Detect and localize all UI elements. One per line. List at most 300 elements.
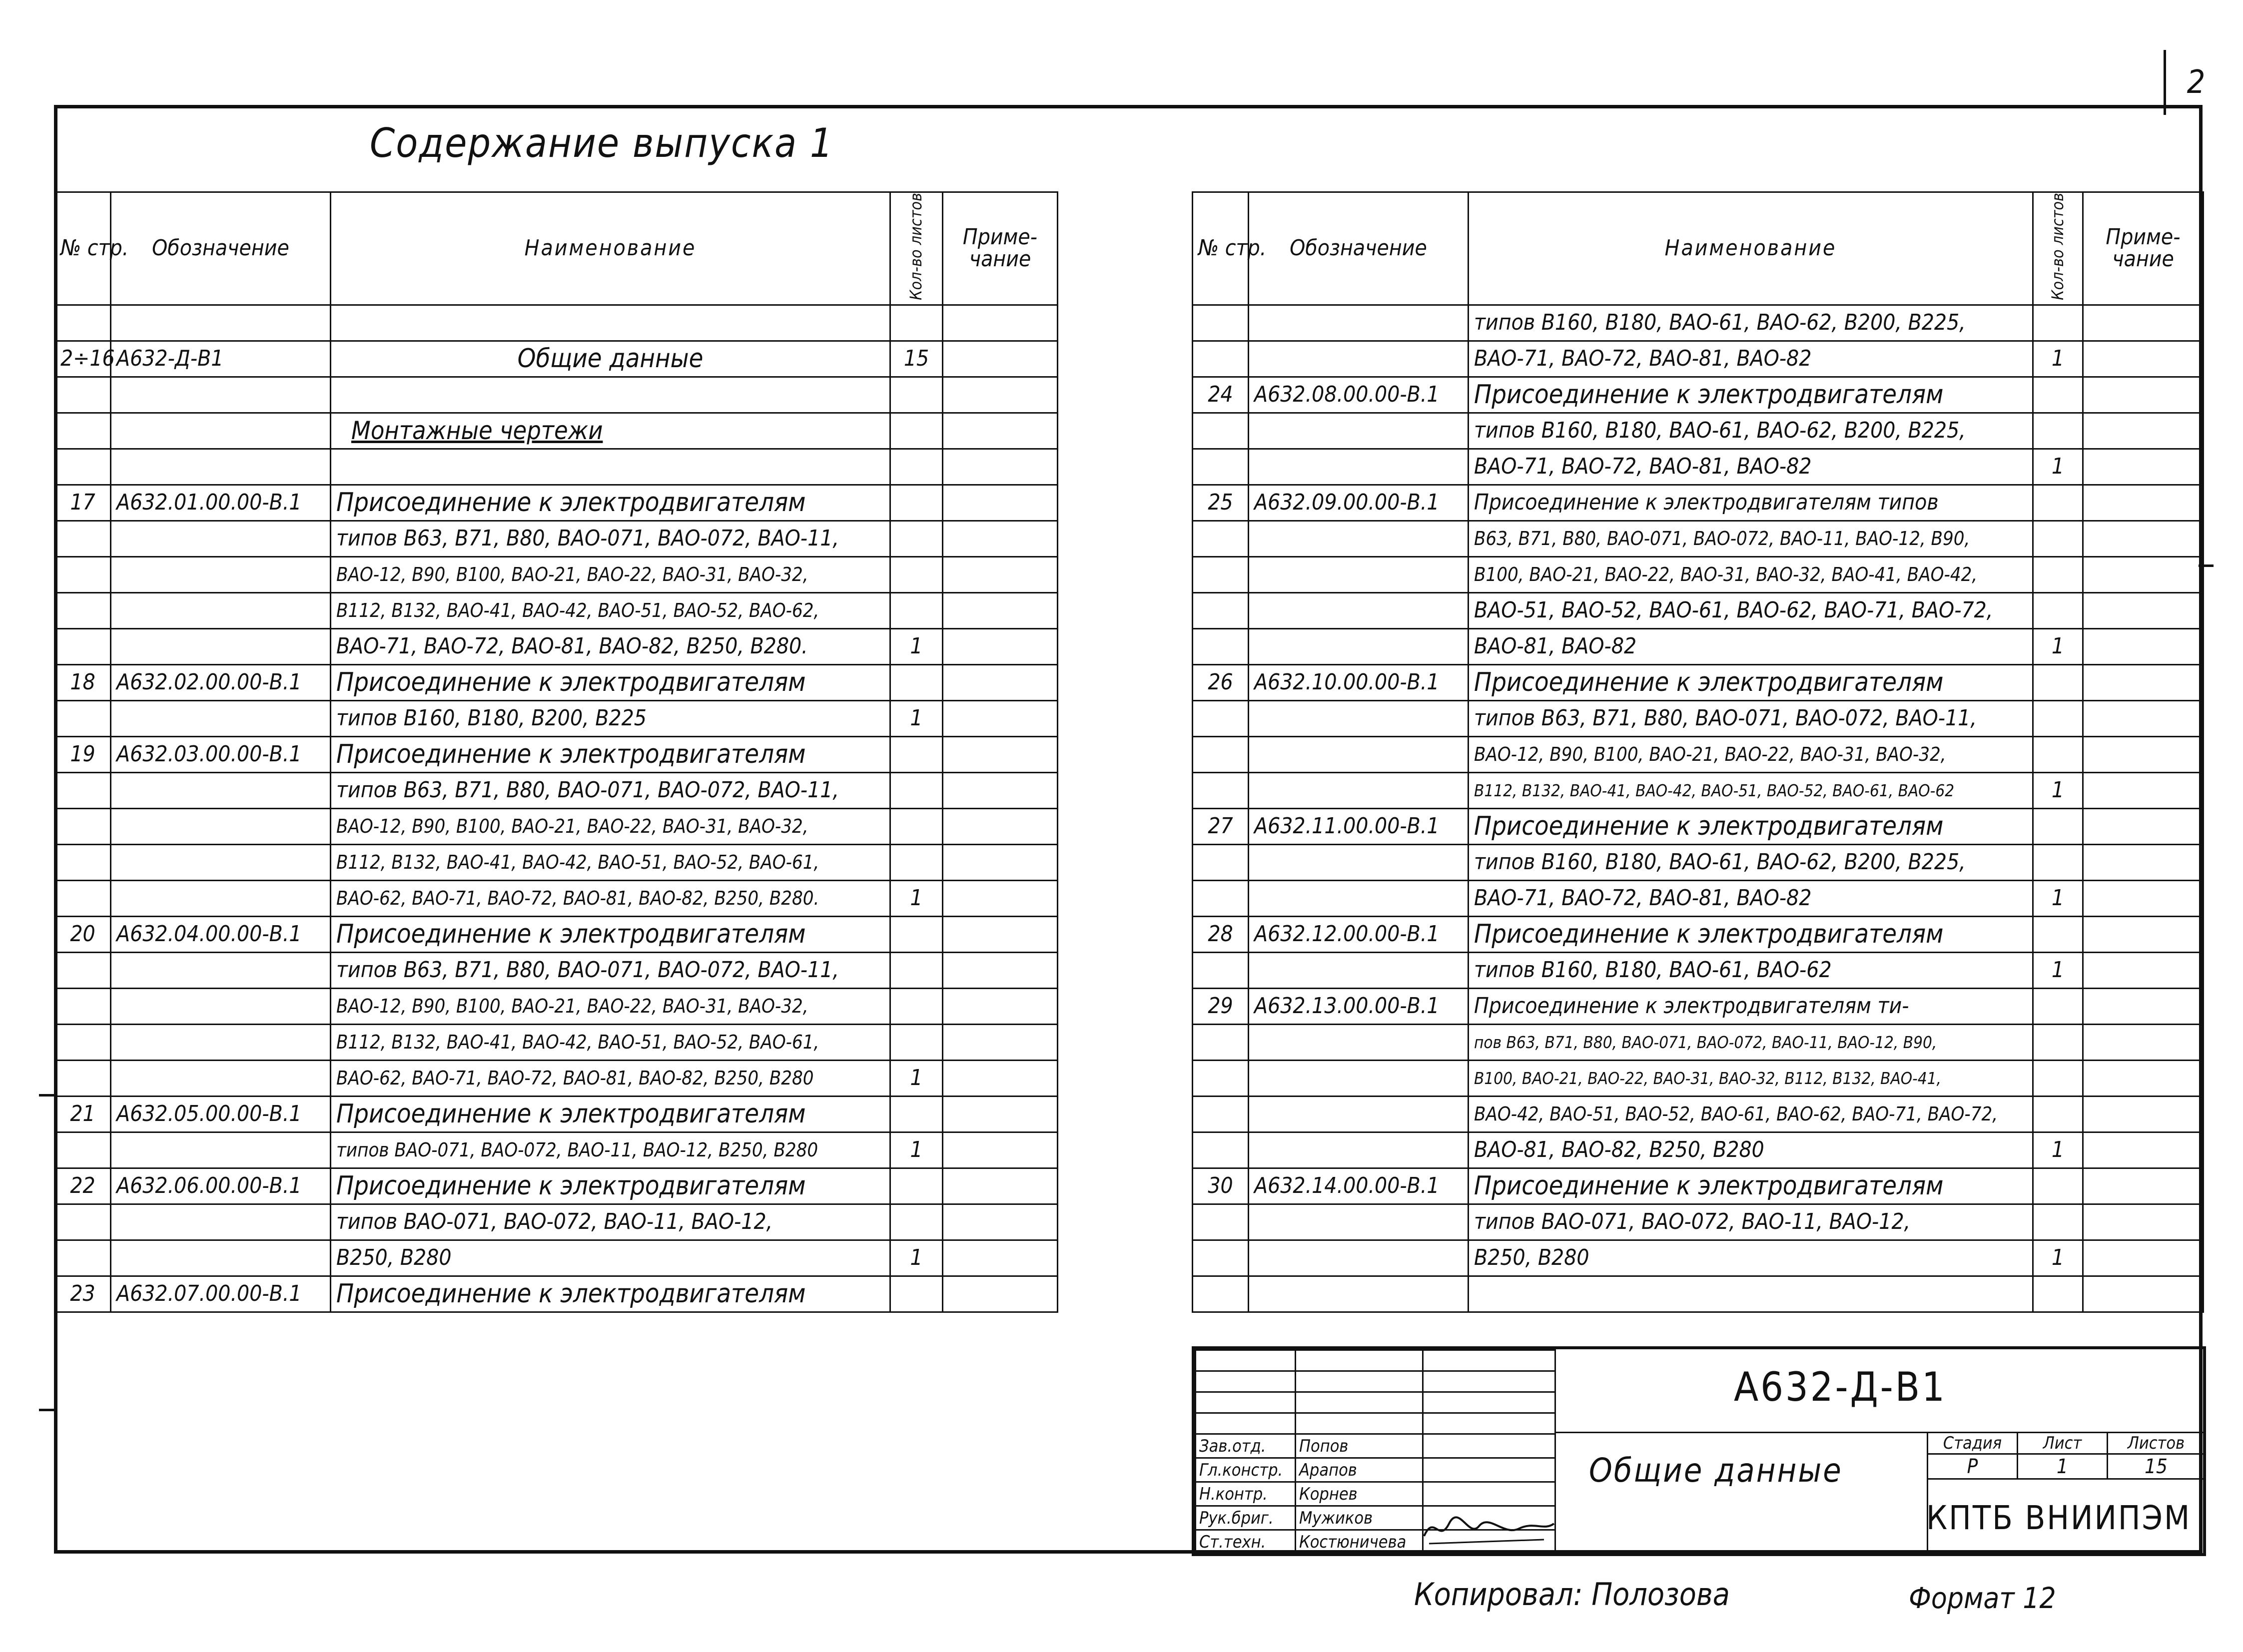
row-number: 25 bbox=[1193, 485, 1249, 521]
row-sheets-count bbox=[2033, 916, 2083, 952]
row-designation bbox=[111, 449, 331, 485]
row-sheets-count: 1 bbox=[2033, 341, 2083, 377]
row-name: Присоединение к электродвигателям bbox=[1469, 1168, 2033, 1204]
row-number bbox=[1193, 592, 1249, 628]
header-sheets: Кол-во листов bbox=[2033, 192, 2083, 305]
table-row bbox=[55, 916, 1058, 952]
row-designation: А632.06.00.00-В.1 bbox=[111, 1168, 331, 1204]
contents-table-left bbox=[54, 191, 1058, 1313]
row-designation bbox=[111, 628, 331, 664]
row-number: 23 bbox=[55, 1276, 111, 1312]
table-row bbox=[1193, 664, 2204, 700]
row-sheets-count: 1 bbox=[890, 1060, 943, 1096]
row-sheets-count: 1 bbox=[890, 628, 943, 664]
row-number: 27 bbox=[1193, 808, 1249, 844]
row-designation bbox=[1249, 772, 1469, 808]
row-number bbox=[1193, 1060, 1249, 1096]
row-designation bbox=[1249, 736, 1469, 772]
row-designation bbox=[1249, 305, 1469, 341]
row-number bbox=[55, 592, 111, 628]
row-number bbox=[55, 988, 111, 1024]
row-note bbox=[943, 449, 1058, 485]
signature-name: Корнев bbox=[1296, 1482, 1423, 1506]
row-name: Присоединение к электродвигателям bbox=[331, 1168, 890, 1204]
row-designation bbox=[1249, 1060, 1469, 1096]
table-row bbox=[55, 844, 1058, 880]
sheet-label: Лист bbox=[2018, 1433, 2108, 1454]
row-sheets-count: 1 bbox=[890, 1132, 943, 1168]
row-name: типов В160, В180, ВАО-61, ВАО-62, В200, В225, bbox=[1469, 305, 2033, 341]
row-sheets-count: 1 bbox=[2033, 628, 2083, 664]
row-note bbox=[2083, 556, 2204, 592]
row-note bbox=[943, 1132, 1058, 1168]
table-row bbox=[55, 1240, 1058, 1276]
table-row bbox=[1193, 1132, 2204, 1168]
row-number bbox=[55, 413, 111, 449]
signature-role: Рук.бриг. bbox=[1196, 1506, 1296, 1530]
row-sheets-count bbox=[890, 521, 943, 556]
header-designation: Обозначение bbox=[1249, 192, 1469, 305]
row-number bbox=[55, 952, 111, 988]
row-name: Общие данные bbox=[331, 341, 890, 377]
signature-row bbox=[1196, 1458, 1555, 1482]
revision-row bbox=[1196, 1371, 1555, 1392]
row-name: пов В63, В71, В80, ВАО-071, ВАО-072, ВАО-11, ВАО-12, В90, bbox=[1469, 1024, 2033, 1060]
row-number bbox=[55, 1240, 111, 1276]
table-header-row bbox=[55, 192, 1058, 305]
table-row bbox=[1193, 628, 2204, 664]
row-name bbox=[331, 305, 890, 341]
sheets-label: Листов bbox=[2108, 1433, 2205, 1454]
row-name: типов В160, В180, ВАО-61, ВАО-62, В200, В225, bbox=[1469, 413, 2033, 449]
row-note bbox=[2083, 341, 2204, 377]
revision-cell bbox=[1296, 1392, 1423, 1413]
row-sheets-count bbox=[2033, 808, 2083, 844]
row-designation: А632.09.00.00-В.1 bbox=[1249, 485, 1469, 521]
row-name: типов В160, В180, ВАО-61, ВАО-62 bbox=[1469, 952, 2033, 988]
row-note bbox=[943, 341, 1058, 377]
row-designation: А632.10.00.00-В.1 bbox=[1249, 664, 1469, 700]
row-note bbox=[2083, 772, 2204, 808]
row-name: В250, В280 bbox=[1469, 1240, 2033, 1276]
row-note bbox=[2083, 736, 2204, 772]
row-name: Присоединение к электродвигателям bbox=[1469, 664, 2033, 700]
row-sheets-count: 15 bbox=[890, 341, 943, 377]
row-sheets-count bbox=[890, 556, 943, 592]
row-name: ВАО-81, ВАО-82 bbox=[1469, 628, 2033, 664]
row-designation bbox=[111, 521, 331, 556]
revision-cell bbox=[1296, 1350, 1423, 1371]
row-number: 24 bbox=[1193, 377, 1249, 413]
row-number bbox=[55, 772, 111, 808]
row-designation bbox=[1249, 1024, 1469, 1060]
row-sheets-count: 1 bbox=[2033, 880, 2083, 916]
table-row bbox=[1193, 952, 2204, 988]
row-name: Присоединение к электродвигателям bbox=[1469, 808, 2033, 844]
table-row bbox=[55, 880, 1058, 916]
row-name: В112, В132, ВАО-41, ВАО-42, ВАО-51, ВАО-52, ВАО-61, ВАО-62 bbox=[1469, 772, 2033, 808]
row-designation bbox=[1249, 1132, 1469, 1168]
row-number bbox=[1193, 449, 1249, 485]
row-designation: А632.01.00.00-В.1 bbox=[111, 485, 331, 521]
row-name: Присоединение к электродвигателям bbox=[331, 736, 890, 772]
row-number bbox=[55, 844, 111, 880]
revision-cell bbox=[1296, 1371, 1423, 1392]
row-designation bbox=[1249, 556, 1469, 592]
row-name: Присоединение к электродвигателям ти- bbox=[1469, 988, 2033, 1024]
row-sheets-count bbox=[2033, 556, 2083, 592]
format-note: Формат 12 bbox=[1909, 1581, 2056, 1615]
row-note bbox=[943, 1060, 1058, 1096]
signature-role: Зав.отд. bbox=[1196, 1434, 1296, 1458]
row-name: типов В63, В71, В80, ВАО-071, ВАО-072, ВАО-11, bbox=[331, 772, 890, 808]
row-designation bbox=[1249, 413, 1469, 449]
row-sheets-count bbox=[2033, 664, 2083, 700]
row-note bbox=[943, 485, 1058, 521]
row-number bbox=[1193, 700, 1249, 736]
row-note bbox=[2083, 628, 2204, 664]
table-row bbox=[1193, 880, 2204, 916]
row-designation bbox=[1249, 1204, 1469, 1240]
row-sheets-count bbox=[2033, 988, 2083, 1024]
row-sheets-count bbox=[890, 844, 943, 880]
row-sheets-count bbox=[890, 1204, 943, 1240]
revision-cell bbox=[1196, 1392, 1296, 1413]
row-name: Присоединение к электродвигателям bbox=[1469, 377, 2033, 413]
margin-tick bbox=[39, 1409, 55, 1411]
signature-role: Н.контр. bbox=[1196, 1482, 1296, 1506]
table-row bbox=[1193, 1024, 2204, 1060]
table-row bbox=[1193, 1168, 2204, 1204]
table-row bbox=[1193, 736, 2204, 772]
row-name: типов В160, В180, ВАО-61, ВАО-62, В200, В225, bbox=[1469, 844, 2033, 880]
row-designation: А632.04.00.00-В.1 bbox=[111, 916, 331, 952]
row-note bbox=[2083, 377, 2204, 413]
row-designation bbox=[1249, 700, 1469, 736]
row-designation bbox=[111, 1132, 331, 1168]
row-note bbox=[2083, 988, 2204, 1024]
signature-name: Мужиков bbox=[1296, 1506, 1423, 1530]
table-row bbox=[55, 521, 1058, 556]
table-row bbox=[1193, 449, 2204, 485]
table-row bbox=[55, 413, 1058, 449]
header-sheets: Кол-во листов bbox=[890, 192, 943, 305]
row-number bbox=[55, 521, 111, 556]
revision-row bbox=[1196, 1392, 1555, 1413]
table-row bbox=[1193, 556, 2204, 592]
row-designation bbox=[1249, 844, 1469, 880]
table-row bbox=[55, 1204, 1058, 1240]
row-note bbox=[943, 664, 1058, 700]
row-name: типов В63, В71, В80, ВАО-071, ВАО-072, ВАО-11, bbox=[331, 521, 890, 556]
row-designation bbox=[1249, 521, 1469, 556]
row-designation: А632.13.00.00-В.1 bbox=[1249, 988, 1469, 1024]
row-number: 26 bbox=[1193, 664, 1249, 700]
table-row bbox=[1193, 700, 2204, 736]
row-designation bbox=[111, 844, 331, 880]
table-row bbox=[55, 1096, 1058, 1132]
table-row bbox=[1193, 1240, 2204, 1276]
table-row bbox=[55, 485, 1058, 521]
row-number bbox=[1193, 1204, 1249, 1240]
row-number bbox=[1193, 628, 1249, 664]
row-number bbox=[55, 1204, 111, 1240]
header-designation: Обозначение bbox=[111, 192, 331, 305]
table-row bbox=[55, 988, 1058, 1024]
row-note bbox=[943, 592, 1058, 628]
row-sheets-count bbox=[890, 1168, 943, 1204]
row-note bbox=[943, 808, 1058, 844]
row-sheets-count bbox=[2033, 485, 2083, 521]
row-sheets-count bbox=[2033, 1060, 2083, 1096]
margin-tick bbox=[2199, 564, 2214, 567]
row-name: ВАО-51, ВАО-52, ВАО-61, ВАО-62, ВАО-71, ВАО-72, bbox=[1469, 592, 2033, 628]
row-number: 18 bbox=[55, 664, 111, 700]
row-sheets-count: 1 bbox=[890, 880, 943, 916]
row-number bbox=[1193, 844, 1249, 880]
row-number bbox=[55, 377, 111, 413]
row-designation bbox=[1249, 880, 1469, 916]
row-note bbox=[943, 556, 1058, 592]
row-name: ВАО-12, В90, В100, ВАО-21, ВАО-22, ВАО-31, ВАО-32, bbox=[1469, 736, 2033, 772]
table-row bbox=[55, 736, 1058, 772]
row-sheets-count: 1 bbox=[2033, 1132, 2083, 1168]
row-number: 2÷16 bbox=[55, 341, 111, 377]
row-note bbox=[943, 1204, 1058, 1240]
row-note bbox=[943, 952, 1058, 988]
row-note bbox=[2083, 700, 2204, 736]
table-row bbox=[1193, 1060, 2204, 1096]
header-name: Наименование bbox=[1469, 192, 2033, 305]
row-note bbox=[2083, 1132, 2204, 1168]
document-name: Общие данные bbox=[1589, 1451, 1843, 1490]
row-designation bbox=[1249, 628, 1469, 664]
row-name: В63, В71, В80, ВАО-071, ВАО-072, ВАО-11, ВАО-12, В90, bbox=[1469, 521, 2033, 556]
revision-row bbox=[1196, 1350, 1555, 1371]
table-row bbox=[1193, 377, 2204, 413]
row-number bbox=[1193, 341, 1249, 377]
signature-cell bbox=[1423, 1434, 1555, 1458]
row-name bbox=[331, 449, 890, 485]
row-designation bbox=[111, 988, 331, 1024]
row-name: В112, В132, ВАО-41, ВАО-42, ВАО-51, ВАО-52, ВАО-61, bbox=[331, 1024, 890, 1060]
row-note bbox=[2083, 449, 2204, 485]
table-row bbox=[1193, 1096, 2204, 1132]
row-sheets-count bbox=[890, 1024, 943, 1060]
header-num: № стр. bbox=[1193, 192, 1249, 305]
row-designation bbox=[111, 952, 331, 988]
row-note bbox=[943, 1024, 1058, 1060]
row-name: В112, В132, ВАО-41, ВАО-42, ВАО-51, ВАО-52, ВАО-62, bbox=[331, 592, 890, 628]
row-note bbox=[2083, 592, 2204, 628]
row-name: В250, В280 bbox=[331, 1240, 890, 1276]
row-note bbox=[2083, 521, 2204, 556]
row-name: ВАО-42, ВАО-51, ВАО-52, ВАО-61, ВАО-62, ВАО-71, ВАО-72, bbox=[1469, 1096, 2033, 1132]
signature-row bbox=[1196, 1434, 1555, 1458]
row-note bbox=[943, 377, 1058, 413]
row-designation bbox=[111, 808, 331, 844]
revision-cell bbox=[1296, 1413, 1423, 1434]
row-sheets-count bbox=[890, 413, 943, 449]
row-note bbox=[2083, 485, 2204, 521]
row-sheets-count: 1 bbox=[2033, 952, 2083, 988]
row-name: типов В63, В71, В80, ВАО-071, ВАО-072, ВАО-11, bbox=[1469, 700, 2033, 736]
row-name: ВАО-12, В90, В100, ВАО-21, ВАО-22, ВАО-31, ВАО-32, bbox=[331, 808, 890, 844]
revision-cell bbox=[1196, 1350, 1296, 1371]
signature-role: Гл.констр. bbox=[1196, 1458, 1296, 1482]
row-sheets-count: 1 bbox=[890, 700, 943, 736]
sheets-value: 15 bbox=[2108, 1454, 2205, 1479]
revision-cell bbox=[1423, 1371, 1555, 1392]
row-sheets-count: 1 bbox=[2033, 449, 2083, 485]
row-sheets-count bbox=[2033, 1204, 2083, 1240]
row-note bbox=[943, 772, 1058, 808]
row-designation: А632.03.00.00-В.1 bbox=[111, 736, 331, 772]
signature-name: Костюничева bbox=[1296, 1530, 1423, 1554]
table-row bbox=[1193, 521, 2204, 556]
signature-name: Арапов bbox=[1296, 1458, 1423, 1482]
stage-table bbox=[1927, 1432, 2206, 1480]
margin-tick bbox=[39, 1094, 55, 1097]
document-code: А632-Д-В1 bbox=[1734, 1364, 1947, 1410]
row-designation bbox=[111, 556, 331, 592]
header-num: № стр. bbox=[55, 192, 111, 305]
table-row bbox=[55, 556, 1058, 592]
row-designation bbox=[111, 1240, 331, 1276]
table-row bbox=[1193, 772, 2204, 808]
row-name: ВАО-81, ВАО-82, В250, В280 bbox=[1469, 1132, 2033, 1168]
row-designation bbox=[1249, 952, 1469, 988]
row-number bbox=[1193, 880, 1249, 916]
row-note bbox=[2083, 916, 2204, 952]
row-number bbox=[1193, 521, 1249, 556]
row-sheets-count bbox=[890, 664, 943, 700]
stage-label: Стадия bbox=[1928, 1433, 2018, 1454]
row-name bbox=[331, 377, 890, 413]
row-designation bbox=[1249, 1096, 1469, 1132]
row-name: типов В160, В180, В200, В225 bbox=[331, 700, 890, 736]
row-sheets-count bbox=[890, 772, 943, 808]
row-name: ВАО-62, ВАО-71, ВАО-72, ВАО-81, ВАО-82, В250, В280 bbox=[331, 1060, 890, 1096]
row-note bbox=[2083, 305, 2204, 341]
row-sheets-count bbox=[2033, 1168, 2083, 1204]
row-number: 19 bbox=[55, 736, 111, 772]
row-sheets-count bbox=[890, 485, 943, 521]
row-sheets-count bbox=[890, 1276, 943, 1312]
row-name: ВАО-12, В90, В100, ВАО-21, ВАО-22, ВАО-31, ВАО-32, bbox=[331, 988, 890, 1024]
table-row bbox=[55, 1276, 1058, 1312]
row-note bbox=[943, 628, 1058, 664]
table-row bbox=[1193, 988, 2204, 1024]
row-note bbox=[2083, 1204, 2204, 1240]
table-row bbox=[1193, 916, 2204, 952]
row-sheets-count bbox=[2033, 700, 2083, 736]
row-name: Присоединение к электродвигателям bbox=[331, 916, 890, 952]
row-designation bbox=[111, 377, 331, 413]
signature-name: Попов bbox=[1296, 1434, 1423, 1458]
table-row bbox=[55, 341, 1058, 377]
row-note bbox=[943, 305, 1058, 341]
row-designation bbox=[111, 1060, 331, 1096]
row-note bbox=[943, 880, 1058, 916]
row-designation bbox=[1249, 592, 1469, 628]
row-name: ВАО-71, ВАО-72, ВАО-81, ВАО-82 bbox=[1469, 449, 2033, 485]
row-note bbox=[2083, 844, 2204, 880]
row-number bbox=[1193, 1276, 1249, 1312]
row-note bbox=[943, 988, 1058, 1024]
row-number bbox=[1193, 413, 1249, 449]
row-name: Присоединение к электродвигателям bbox=[1469, 916, 2033, 952]
signature-row bbox=[1196, 1482, 1555, 1506]
row-sheets-count bbox=[890, 1096, 943, 1132]
row-number bbox=[1193, 556, 1249, 592]
row-number bbox=[55, 305, 111, 341]
row-number bbox=[1193, 305, 1249, 341]
table-row bbox=[1193, 808, 2204, 844]
row-number: 28 bbox=[1193, 916, 1249, 952]
row-note bbox=[2083, 1240, 2204, 1276]
row-sheets-count bbox=[890, 592, 943, 628]
table-row bbox=[1193, 305, 2204, 341]
row-note bbox=[943, 1096, 1058, 1132]
signature-cell bbox=[1423, 1458, 1555, 1482]
revision-cell bbox=[1423, 1350, 1555, 1371]
row-designation bbox=[1249, 341, 1469, 377]
row-number: 20 bbox=[55, 916, 111, 952]
sheet-number: 2 bbox=[2164, 50, 2226, 115]
row-name: ВАО-62, ВАО-71, ВАО-72, ВАО-81, ВАО-82, В250, В280. bbox=[331, 880, 890, 916]
row-name: типов ВАО-071, ВАО-072, ВАО-11, ВАО-12, В250, В280 bbox=[331, 1132, 890, 1168]
table-row bbox=[55, 1132, 1058, 1168]
row-sheets-count bbox=[2033, 521, 2083, 556]
row-designation bbox=[1249, 449, 1469, 485]
row-note bbox=[943, 700, 1058, 736]
row-name: типов ВАО-071, ВАО-072, ВАО-11, ВАО-12, bbox=[1469, 1204, 2033, 1240]
table-row bbox=[55, 808, 1058, 844]
table-row bbox=[55, 664, 1058, 700]
table-row bbox=[55, 700, 1058, 736]
row-number bbox=[55, 1060, 111, 1096]
row-note bbox=[943, 521, 1058, 556]
row-sheets-count bbox=[890, 377, 943, 413]
row-number: 21 bbox=[55, 1096, 111, 1132]
row-designation bbox=[111, 700, 331, 736]
table-row bbox=[55, 1060, 1058, 1096]
revision-cell bbox=[1423, 1413, 1555, 1434]
row-designation bbox=[111, 772, 331, 808]
row-sheets-count bbox=[2033, 736, 2083, 772]
row-sheets-count bbox=[890, 916, 943, 952]
row-note bbox=[2083, 808, 2204, 844]
table-row bbox=[55, 952, 1058, 988]
row-sheets-count bbox=[2033, 305, 2083, 341]
row-sheets-count bbox=[2033, 592, 2083, 628]
row-sheets-count bbox=[2033, 844, 2083, 880]
header-name: Наименование bbox=[331, 192, 890, 305]
organization-name: КПТБ ВНИИПЭМ bbox=[1926, 1499, 2192, 1537]
row-note bbox=[2083, 1024, 2204, 1060]
row-designation: А632.14.00.00-В.1 bbox=[1249, 1168, 1469, 1204]
row-number bbox=[55, 1024, 111, 1060]
row-name: типов В63, В71, В80, ВАО-071, ВАО-072, ВАО-11, bbox=[331, 952, 890, 988]
row-name: ВАО-12, В90, В100, ВАО-21, ВАО-22, ВАО-31, ВАО-32, bbox=[331, 556, 890, 592]
contents-table-right bbox=[1192, 191, 2204, 1313]
row-number bbox=[1193, 1240, 1249, 1276]
signature-cell bbox=[1423, 1482, 1555, 1506]
revision-cell bbox=[1196, 1413, 1296, 1434]
row-sheets-count: 1 bbox=[2033, 1240, 2083, 1276]
table-row bbox=[1193, 592, 2204, 628]
